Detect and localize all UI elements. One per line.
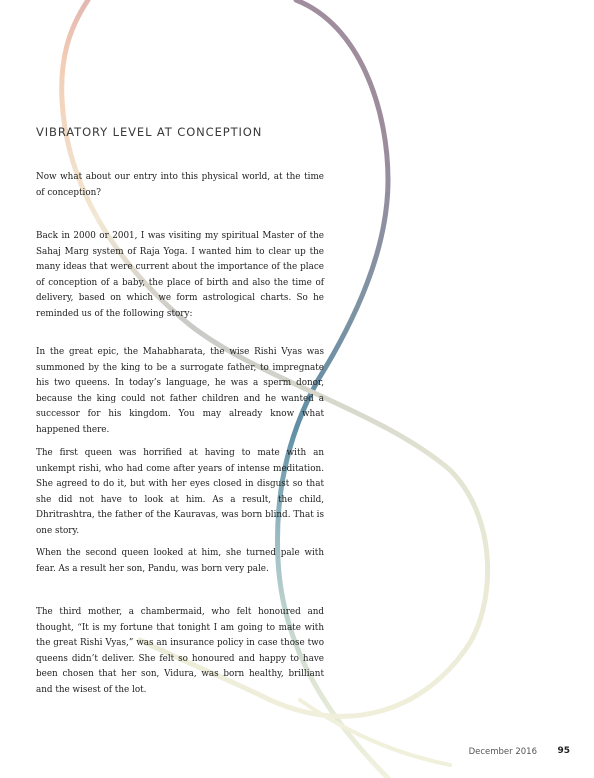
ribbon-strand-tail (300, 700, 450, 765)
paragraph: The third mother, a chambermaid, who felt honoured and thought, “It is my fortune that tonight I am going to mate with the great Rishi Vyas,” was an insurance policy in case those two queens didn’t deliver. She felt so honoured and happy to have been chosen that her son, Vidura, was born healthy, brilliant and the wisest of the lot. (36, 607, 324, 695)
footer-date: December 2016 (468, 747, 537, 757)
paragraph: When the second queen looked at him, she turned pale with fear. As a result her son, Pandu, was born very pale. (36, 548, 324, 574)
section-heading: VIBRATORY LEVEL AT CONCEPTION (36, 125, 263, 139)
page-number: 95 (557, 746, 570, 756)
paragraph: Back in 2000 or 2001, I was visiting my spiritual Master of the Sahaj Marg system of Raja Yoga. I wanted him to clear up the many ideas that were current about the importance of the place of conception of a baby, the place of birth and also the time of delivery, based on which we form astrological charts. So he reminded us of the following story: (36, 231, 324, 319)
paragraph: The first queen was horrified at having to mate with an unkempt rishi, who had come after years of intense meditation. She agreed to do it, but with her eyes closed in disgust so that she did not have to look at him. As a result, the child, Dhritrashtra, the father of the Kauravas, was born blind. That is one story. (36, 448, 324, 536)
paragraph: In the great epic, the Mahabharata, the wise Rishi Vyas was summoned by the king to be a surrogate father, to impregnate his two queens. In today’s language, he was a sperm donor, because the king could not father children and he wanted a successor for his kingdom. You may already know what happened there. (36, 347, 324, 435)
paragraph: Now what about our entry into this physical world, at the time of conception? (36, 172, 324, 198)
